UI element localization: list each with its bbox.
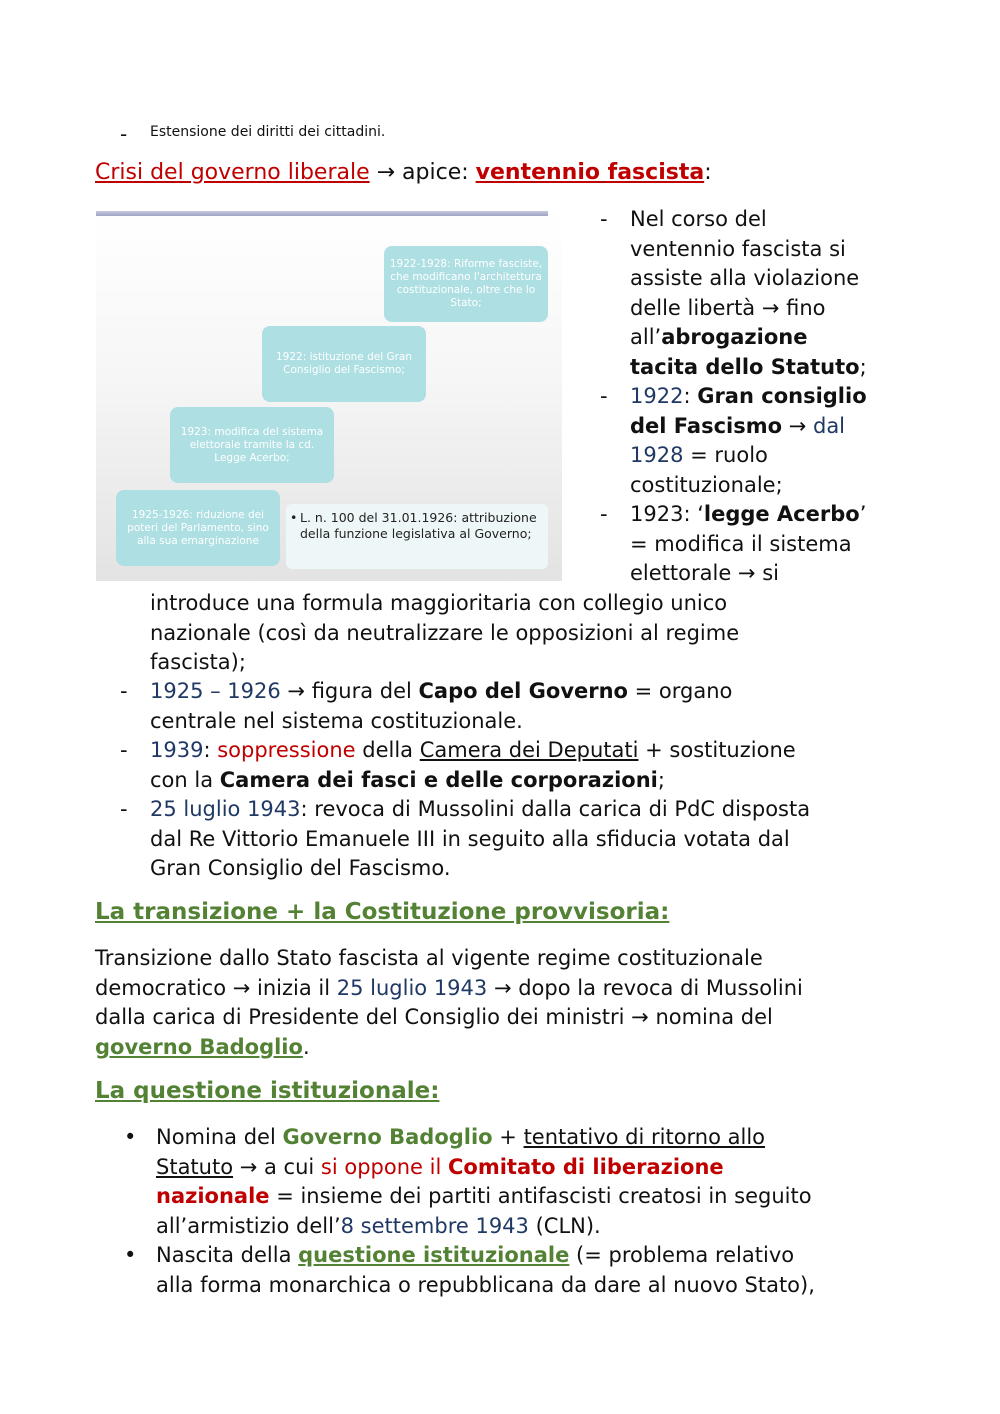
text-line <box>150 766 930 796</box>
list-marker: - <box>600 502 608 526</box>
statuto-term: Statuto <box>156 1154 234 1179</box>
crisi-colon: : <box>704 160 712 185</box>
gran-consiglio-term: Gran consiglio <box>697 384 867 408</box>
text-line: assiste alla violazione <box>630 266 860 290</box>
text-span: ; <box>657 767 665 792</box>
diagram-step-1922-1928: 1922-1928: Riforme fasciste, che modificano l'architettura costituzionale, oltre che lo Stato; <box>384 246 548 322</box>
tentativo-term: tentativo di ritorno allo <box>523 1125 766 1149</box>
ventennio-term: ventennio fascista <box>475 160 705 185</box>
text-line <box>156 1182 946 1212</box>
year-1928: 1928 <box>630 443 684 467</box>
nazionale-term: nazionale <box>156 1184 270 1208</box>
diagram-step-1923: 1923: modifica del sistema elettorale tramite la cd. Legge Acerbo; <box>170 407 334 483</box>
text-span: 1923: ‘ <box>630 502 704 526</box>
text-span: ; <box>859 354 867 379</box>
text-span: = organo <box>627 679 733 703</box>
text-span: Nascita della <box>156 1243 299 1267</box>
cln-term: Comitato di liberazione <box>447 1154 724 1179</box>
camera-deputati-term: Camera dei Deputati <box>419 738 639 762</box>
text-line <box>150 736 930 766</box>
text-span: (= problema relativo <box>569 1243 795 1267</box>
list-item-ventennio <box>600 205 920 382</box>
text-span: → figura del <box>280 679 419 703</box>
text-line: = modifica il sistema <box>630 531 852 556</box>
text-line <box>95 1033 955 1063</box>
diagram-top-bar <box>96 211 548 216</box>
list-marker: - <box>600 207 608 231</box>
timeline-diagram <box>96 211 562 581</box>
legge-acerbo-term: legge Acerbo <box>703 502 860 526</box>
text-line: ventennio fascista si <box>630 236 846 261</box>
text-line: elettorale → si <box>630 561 779 585</box>
text-line <box>150 795 940 825</box>
heading-transizione: La transizione + la Costituzione provvisoria: <box>95 899 670 925</box>
text-span: → <box>782 413 813 438</box>
text-line: costituzionale; <box>630 472 783 497</box>
year-1939: 1939 <box>150 738 204 762</box>
text-line: alla forma monarchica o repubblicana da dare al nuovo Stato), <box>156 1272 815 1297</box>
soppressione-term: soppressione <box>217 738 356 762</box>
crisi-arrow-text: → apice: <box>369 160 476 185</box>
text-span: democratico → inizia il <box>95 975 337 1000</box>
text-line: fascista); <box>150 650 246 674</box>
diagram-step-1922: 1922: istituzione del Gran Consiglio del Fascismo; <box>262 326 426 402</box>
heading-questione: La questione istituzionale: <box>95 1078 440 1104</box>
text-line <box>630 412 920 442</box>
crisi-link: Crisi del governo liberale <box>95 160 370 185</box>
dal-text: dal <box>812 413 846 438</box>
text-line: Gran Consiglio del Fascismo. <box>150 856 451 880</box>
text-span: → a cui <box>233 1154 321 1179</box>
text-span: (CLN). <box>528 1213 601 1238</box>
paragraph-transizione <box>95 944 955 1062</box>
text-span: + <box>492 1125 524 1149</box>
list-item-1923-continued <box>150 589 930 678</box>
list-marker: - <box>120 122 128 146</box>
list-marker: - <box>120 797 128 821</box>
text-line <box>630 500 930 530</box>
note-text: L. n. 100 del 31.01.1926: attribuzione della funzione legislativa al Governo; <box>300 510 537 541</box>
text-span: → dopo la revoca di Mussolini <box>487 975 803 1000</box>
text-span: . <box>302 1034 310 1059</box>
list-item-1922 <box>600 382 920 500</box>
abrogazione-term: abrogazione <box>661 325 808 349</box>
intro-text: Estensione dei diritti dei cittadini. <box>150 124 386 140</box>
text-line <box>156 1212 946 1242</box>
text-span: : <box>203 738 218 762</box>
text-span: = insieme dei partiti antifascisti creatosi in seguito <box>269 1184 812 1208</box>
text-line <box>630 323 920 353</box>
text-span: all’armistizio dell’ <box>156 1213 341 1238</box>
text-span: con la <box>150 767 220 792</box>
questione-istituzionale-term: questione istituzionale <box>298 1243 570 1267</box>
fascismo-term: del Fascismo <box>630 413 783 438</box>
text-line: introduce una formula maggioritaria con collegio unico <box>150 591 728 615</box>
governo-badoglio-term: Governo Badoglio <box>282 1125 493 1149</box>
list-marker: - <box>600 384 608 408</box>
list-item-1925 <box>120 677 930 736</box>
crisi-line <box>95 160 712 185</box>
text-span: + sostituzione <box>638 738 796 762</box>
bullet-marker: • <box>124 1125 137 1149</box>
diagram-note <box>286 504 548 569</box>
text-line: Nel corso del <box>630 207 767 231</box>
governo-badoglio-term: governo Badoglio <box>95 1034 303 1059</box>
text-span: ’ <box>859 502 867 526</box>
text-span: Nomina del <box>156 1125 283 1149</box>
text-span: all’ <box>630 325 662 349</box>
year-1922: 1922 <box>630 384 684 408</box>
text-span: : <box>683 384 698 408</box>
si-oppone-term: si oppone il <box>320 1154 448 1179</box>
text-line: centrale nel sistema costituzionale. <box>150 708 523 733</box>
text-span: = ruolo <box>683 443 768 467</box>
camera-fasci-term: Camera dei fasci e delle corporazioni <box>219 767 658 792</box>
text-line: dalla carica di Presidente del Consiglio dei ministri → nomina del <box>95 1005 773 1029</box>
list-marker: - <box>120 738 128 762</box>
text-line <box>156 1153 946 1183</box>
text-line <box>156 1241 946 1271</box>
year-1925-1926: 1925 – 1926 <box>150 679 281 703</box>
date-25-luglio-1943: 25 luglio 1943 <box>336 975 488 1000</box>
text-line <box>630 441 920 471</box>
list-item-1943 <box>120 795 940 884</box>
bullet-item-badoglio <box>124 1123 946 1241</box>
text-line <box>150 677 930 707</box>
bullet-item-questione <box>124 1241 946 1300</box>
list-marker: - <box>120 679 128 703</box>
list-item-1923 <box>600 500 930 589</box>
text-line: Transizione dallo Stato fascista al vigente regime costituzionale <box>95 946 763 970</box>
text-line <box>156 1123 946 1153</box>
text-span: : revoca di Mussolini dalla carica di PdC disposta <box>300 797 811 821</box>
date-25-luglio-1943: 25 luglio 1943 <box>150 797 301 821</box>
statuto-term: tacita dello Statuto <box>630 354 860 379</box>
bullet-marker: • <box>124 1243 137 1267</box>
text-line: dal Re Vittorio Emanuele III in seguito alla sfiducia votata dal <box>150 826 790 851</box>
diagram-step-1925-1926: 1925-1926: riduzione dei poteri del Parlamento, sino alla sua emarginazione <box>116 490 280 566</box>
text-line <box>95 974 955 1004</box>
text-line <box>630 353 920 383</box>
note-bullet: • <box>290 510 298 525</box>
text-span: della <box>355 738 420 762</box>
list-item-1939 <box>120 736 930 795</box>
text-line: delle libertà → fino <box>630 295 826 320</box>
date-8-settembre-1943: 8 settembre 1943 <box>340 1213 529 1238</box>
text-line: nazionale (così da neutralizzare le opposizioni al regime <box>150 620 740 645</box>
text-line <box>630 382 920 412</box>
capo-governo-term: Capo del Governo <box>418 679 628 703</box>
